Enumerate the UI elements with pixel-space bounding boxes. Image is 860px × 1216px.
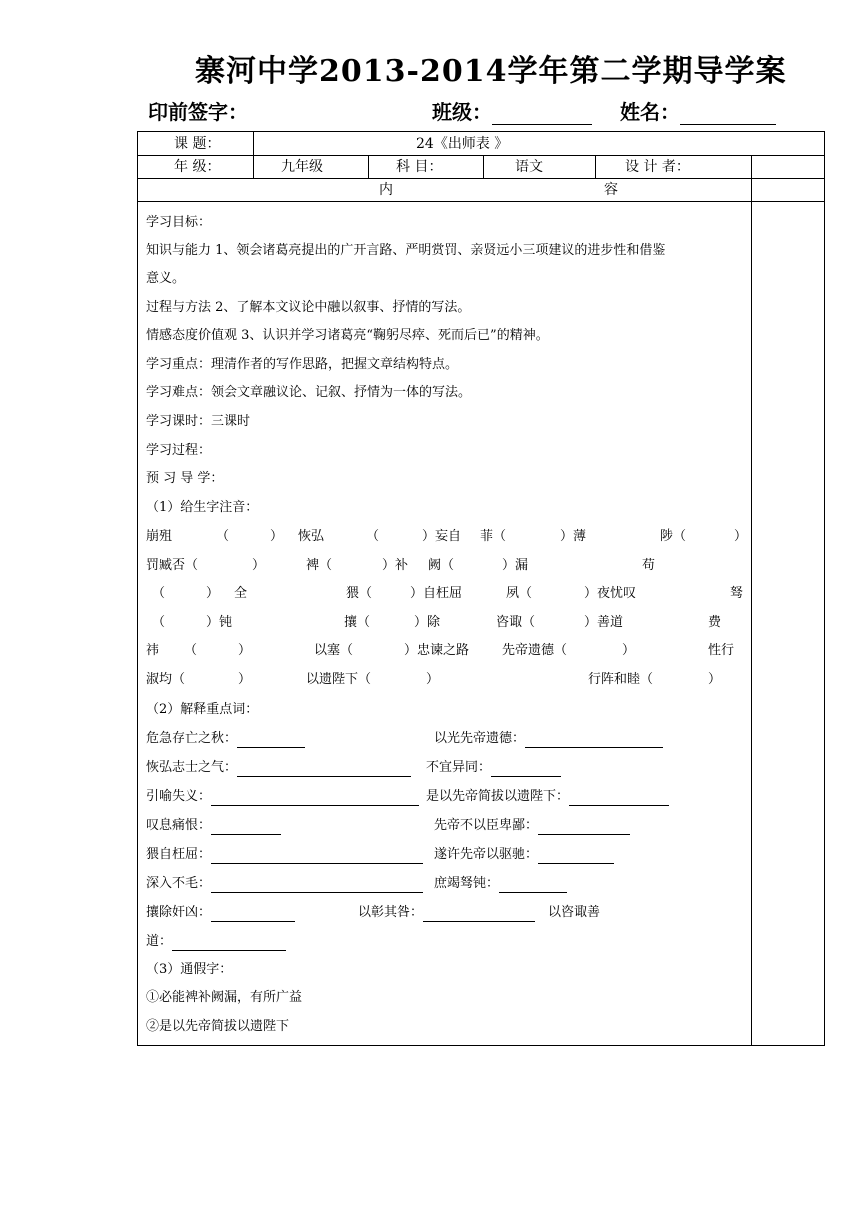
pronunciation-row [146, 557, 751, 575]
pronunciation-item: ） [734, 529, 748, 544]
pronunciation-item: 夙（ [506, 586, 533, 602]
vocab-term: 恢弘志士之气： [146, 760, 238, 775]
goal-2: 过程与方法 2、了解本文议论中融以叙事、抒情的写法。 [146, 300, 471, 315]
pronunciation-row [146, 614, 751, 632]
answer-blank[interactable] [211, 791, 419, 806]
answer-blank[interactable] [237, 733, 305, 748]
pronunciation-item: ） [708, 672, 722, 687]
key-point: 学习重点：理清作者的写作思路，把握文章结构特点。 [146, 357, 459, 372]
vocab-row [146, 788, 751, 806]
goal-1-line-a: 知识与能力 1、领会诸葛亮提出的广开言路、严明赏罚、亲贤远小三项建议的进步性和借鉴 [146, 243, 666, 258]
answer-blank[interactable] [172, 936, 286, 951]
designer-label: 设 计 者： [625, 159, 690, 175]
vocab-item [434, 817, 630, 835]
vocab-item [146, 904, 295, 922]
vocab-row [146, 846, 751, 864]
vocab-row [146, 817, 751, 835]
pronunciation-item: 性行 [708, 643, 735, 659]
answer-blank[interactable] [491, 762, 561, 777]
vocab-item [146, 730, 305, 748]
goal-3: 情感态度价值观 3、认识并学习诸葛亮“鞠躬尽瘁、死而后已”的精神。 [146, 328, 549, 343]
pronunciation-item: ） [238, 672, 252, 687]
answer-blank[interactable] [211, 907, 295, 922]
vocab-item [434, 846, 614, 864]
class-label: 班级： [432, 100, 492, 124]
name-field [620, 96, 776, 125]
vocab-item [434, 730, 663, 748]
pronunciation-item: 菲（ [480, 529, 507, 544]
pronunciation-item: ）自枉屈 [410, 586, 463, 602]
pronunciation-item: ）补 [382, 557, 409, 573]
vocab-term: 以光先帝遗德： [434, 731, 526, 746]
study-process: 学习过程： [146, 443, 212, 458]
content-header-left: 内 [379, 182, 393, 198]
vocab-item [146, 933, 286, 951]
subject-label: 科 目： [396, 159, 443, 175]
answer-blank[interactable] [237, 762, 411, 777]
lesson-table [137, 131, 825, 1046]
pronunciation-item: ）夜忧叹 [584, 586, 637, 602]
name-label: 姓名： [620, 100, 680, 124]
class-field [432, 96, 592, 125]
pronunciation-item: 全 [234, 586, 248, 602]
vocab-term: 深入不毛： [146, 876, 212, 891]
vocab-term: 不宜异同： [426, 760, 492, 775]
section-2-title: （2）解释重点词： [146, 702, 259, 717]
vocab-term: 道： [146, 934, 173, 949]
tongjia-1: ①必能裨补阙漏，有所广益 [146, 990, 303, 1005]
pronunciation-item: 以塞（ [314, 643, 354, 659]
pronunciation-item: ）钝 [206, 614, 233, 630]
pronunciation-item: ） [238, 643, 252, 659]
vocab-term: 先帝不以臣卑鄙： [434, 818, 539, 833]
name-blank[interactable] [680, 104, 776, 125]
pronunciation-item: ）善道 [584, 614, 624, 630]
pronunciation-item: 费 [708, 614, 722, 630]
section-3-title: （3）通假字： [146, 962, 233, 977]
pronunciation-item: 陟（ [660, 529, 687, 544]
pronunciation-item: （ [152, 586, 166, 602]
pronunciation-item: 驽 [730, 586, 744, 602]
pronunciation-item: 阙（ [428, 557, 455, 573]
topic-value: 24《出师表 》 [416, 136, 509, 152]
answer-blank[interactable] [423, 907, 535, 922]
tongjia-2: ②是以先帝简拔以遗陛下 [146, 1019, 290, 1034]
grade-value: 九年级 [281, 159, 323, 175]
answer-blank[interactable] [211, 878, 423, 893]
vocab-row [146, 904, 751, 922]
vocab-term: 庶竭驽钝： [434, 876, 500, 891]
pronunciation-item: ） [206, 586, 220, 602]
pronunciation-item: 淑均（ [146, 672, 186, 687]
vocab-item [146, 817, 281, 835]
grade-label: 年 级： [174, 159, 221, 175]
pronunciation-item: ） [622, 643, 636, 659]
pronunciation-row [146, 585, 751, 603]
pronunciation-item: （ [366, 529, 380, 544]
difficulty: 学习难点：领会文章融议论、记叙、抒情为一体的写法。 [146, 385, 472, 400]
vocab-term: 是以先帝简拔以遗陛下： [426, 789, 570, 804]
answer-blank[interactable] [211, 849, 423, 864]
vocab-item [426, 788, 669, 806]
section-1-title: （1）给生字注音： [146, 500, 259, 515]
vocab-term: 以彰其咎： [358, 905, 424, 920]
vocab-item [146, 788, 419, 806]
vocab-term: 攘除奸凶： [146, 905, 212, 920]
pronunciation-item: （ [216, 529, 230, 544]
pronunciation-item: ）漏 [502, 557, 529, 573]
pronunciation-item: ）除 [414, 614, 441, 630]
pronunciation-item: 恢弘 [298, 529, 325, 544]
pronunciation-item: 崩殂 [146, 529, 173, 544]
page-title: 寨河中学2013-2014学年第二学期导学案 [195, 54, 787, 89]
pronunciation-item: ） [426, 672, 440, 687]
vocab-term: 遂许先帝以驱驰： [434, 847, 539, 862]
pronunciation-row [146, 671, 751, 689]
answer-blank[interactable] [538, 849, 614, 864]
vocab-term: 猥自枉屈： [146, 847, 212, 862]
vocab-item [358, 904, 535, 922]
preview-heading: 预 习 导 学： [146, 471, 224, 486]
pronunciation-item: （ [184, 643, 198, 659]
pronunciation-item: ）薄 [560, 529, 587, 544]
content-header-right: 容 [604, 182, 618, 198]
pronunciation-item: 猥（ [346, 586, 373, 602]
pronunciation-item: 先帝遗德（ [502, 643, 568, 659]
vocab-item [146, 846, 423, 864]
vocab-item [146, 759, 411, 777]
answer-blank[interactable] [538, 820, 630, 835]
pronunciation-item: 咨诹（ [496, 614, 536, 630]
vocab-item [426, 759, 561, 777]
answer-blank[interactable] [499, 878, 567, 893]
goals-title: 学习目标： [146, 215, 212, 230]
vocab-row [146, 933, 751, 951]
vocab-item [146, 875, 423, 893]
vocab-row [146, 875, 751, 893]
pronunciation-item: 行阵和睦（ [588, 672, 654, 687]
vocab-item [548, 904, 600, 922]
pronunciation-item: ） [270, 529, 284, 544]
vocab-term: 以咨诹善 [548, 905, 601, 920]
pronunciation-row [146, 642, 751, 660]
vocab-term: 叹息痛恨： [146, 818, 212, 833]
vocab-term: 引喻失义： [146, 789, 212, 804]
pronunciation-item: 罚臧否（ [146, 557, 199, 573]
answer-blank[interactable] [569, 791, 669, 806]
pronunciation-item: （ [152, 614, 166, 630]
vocab-term: 危急存亡之秋： [146, 731, 238, 746]
study-hours: 学习课时：三课时 [146, 414, 251, 429]
pronunciation-item: ） [252, 557, 266, 573]
pronunciation-item: 苟 [642, 557, 656, 573]
pronunciation-row [146, 528, 751, 546]
pronunciation-item: 以遗陛下（ [306, 672, 372, 687]
goal-1-line-b: 意义。 [146, 271, 186, 286]
class-blank[interactable] [492, 104, 592, 125]
answer-blank[interactable] [211, 820, 281, 835]
subject-value: 语文 [515, 159, 543, 175]
vocab-row [146, 759, 751, 777]
pronunciation-item: 裨（ [306, 557, 333, 573]
pronunciation-item: ）妄自 [422, 529, 462, 544]
vocab-row [146, 730, 751, 748]
topic-label: 课 题： [174, 136, 221, 152]
pronunciation-item: 祎 [146, 643, 160, 659]
sign-label: 印前签字： [148, 100, 248, 124]
vocab-item [434, 875, 567, 893]
pronunciation-item: 攘（ [344, 614, 371, 630]
pronunciation-item: ）忠谏之路 [404, 643, 470, 659]
answer-blank[interactable] [525, 733, 663, 748]
